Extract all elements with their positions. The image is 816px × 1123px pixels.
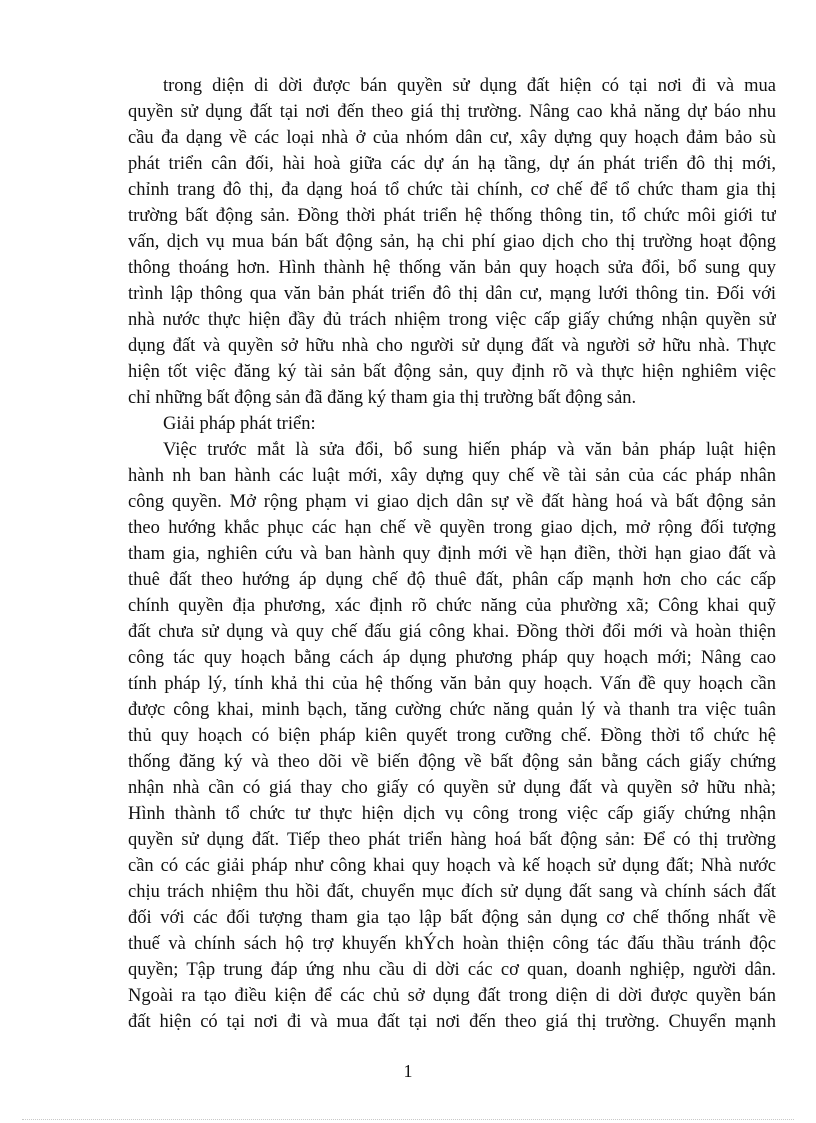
text-line: dụng đất và quyền sở hữu nhà cho người sử dụng đất và người sở hữu nhà. Thực xyxy=(128,336,776,356)
text-line: trong diện di dời được bán quyền sử dụng đất hiện có tại nơi đi và mua xyxy=(163,76,776,96)
text-line: tính pháp lý, tính khả thi của hệ thống văn bản quy hoạch. Vấn đề quy hoạch cần xyxy=(128,674,776,694)
text-line: thuê đất theo hướng áp dụng chế độ thuê đất, phân cấp mạnh hơn cho các cấp xyxy=(128,570,776,590)
text-line: hành nh ban hành các luật mới, xây dựng quy chế về tài sản của các pháp nhân xyxy=(128,466,776,486)
text-line: chịu trách nhiệm thu hồi đất, chuyển mục đích sử dụng đất sang và chính sách đất xyxy=(128,882,776,902)
text-line: thuế và chính sách hộ trợ khuyến khÝch hoàn thiện công tác đấu thầu tránh độc xyxy=(128,934,776,954)
text-line: cầu đa dạng về các loại nhà ở của nhóm dân cư, xây dựng quy hoạch đảm bảo sù xyxy=(128,128,776,148)
text-line: Việc trước mắt là sửa đổi, bổ sung hiến pháp và văn bản pháp luật hiện xyxy=(163,440,776,460)
text-line: vấn, dịch vụ mua bán bất động sản, hạ chi phí giao dịch cho thị trường hoạt động xyxy=(128,232,776,252)
text-line: Hình thành tổ chức tư thực hiện dịch vụ công trong việc cấp giấy chứng nhận xyxy=(128,804,776,824)
text-line: phát triển cân đối, hài hoà giữa các dự án hạ tầng, dự án phát triển đô thị mới, xyxy=(128,154,776,174)
text-line: tham gia, nghiên cứu và ban hành quy định mới về hạn điền, thời hạn giao đất và xyxy=(128,544,776,564)
text-line: chỉ những bất động sản đã đăng ký tham gia thị trường bất động sản. xyxy=(128,388,637,408)
text-line: quyền sử dụng đất. Tiếp theo phát triển hàng hoá bất động sản: Để có thị trường xyxy=(128,830,776,850)
text-line: quyền sử dụng đất tại nơi đến theo giá thị trường. Nâng cao khả năng dự báo nhu xyxy=(128,102,776,122)
text-line: công quyền. Mở rộng phạm vi giao dịch dân sự về đất hàng hoá và bất động sản xyxy=(128,492,776,512)
text-line: công tác quy hoạch bằng cách áp dụng phương pháp quy hoạch mới; Nâng cao xyxy=(128,648,776,668)
text-line: trường bất động sản. Đồng thời phát triển hệ thống thông tin, tổ chức môi giới tư xyxy=(128,206,776,226)
text-line: thủ quy hoạch có biện pháp kiên quyết trong cưỡng chế. Đồng thời tổ chức hệ xyxy=(128,726,776,746)
text-line: cần có các giải pháp như công khai quy hoạch và kế hoạch sử dụng đất; Nhà nước xyxy=(128,856,776,876)
text-line: trình lập thông qua văn bản phát triển đô thị dân cư, mạng lưới thông tin. Đối với xyxy=(128,284,776,304)
text-line: thông thoáng hơn. Hình thành hệ thống văn bản quy hoạch sửa đổi, bổ sung quy xyxy=(128,258,776,278)
text-line: hiện tốt việc đăng ký tài sản bất động sản, quy định rõ và thực hiện nghiêm việc xyxy=(128,362,776,382)
text-line: đất hiện có tại nơi đi và mua đất tại nơi đến theo giá thị trường. Chuyển mạnh xyxy=(128,1012,776,1032)
text-line: theo hướng khắc phục các hạn chế về quyền trong giao dịch, mở rộng đối tượng xyxy=(128,518,776,538)
text-line: đối với các đối tượng tham gia tạo lập bất động sản dụng cơ chế thống nhất về xyxy=(128,908,776,928)
text-line: quyền; Tập trung đáp ứng nhu cầu di dời các cơ quan, doanh nghiệp, người dân. xyxy=(128,960,776,980)
text-line: chính quyền địa phương, xác định rõ chức năng của phường xã; Công khai quỹ xyxy=(128,596,776,616)
text-line: nhà nước thực hiện đầy đủ trách nhiệm trong việc cấp giấy chứng nhận quyền sử xyxy=(128,310,776,330)
text-line: được công khai, minh bạch, tăng cường chức năng quản lý và thanh tra việc tuân xyxy=(128,700,776,720)
text-line: đất chưa sử dụng và quy chế đấu giá công khai. Đồng thời đổi mới và hoàn thiện xyxy=(128,622,776,642)
text-line: Ngoài ra tạo điều kiện để các chủ sở dụng đất trong diện di dời được quyền bán xyxy=(128,986,776,1006)
text-line: chỉnh trang đô thị, đa dạng hoá tổ chức tài chính, cơ chế để tổ chức tham gia thị xyxy=(128,180,776,200)
page-number: 1 xyxy=(403,1061,413,1081)
text-line: nhận nhà cần có giá thay cho giấy có quyền sử dụng đất và quyền sở hữu nhà; xyxy=(128,778,776,798)
page-bottom-divider xyxy=(22,1119,794,1120)
section-heading: Giải pháp phát triển: xyxy=(163,414,316,434)
text-line: thống đăng ký và theo dõi về biến động về bất động sản bằng cách giấy chứng xyxy=(128,752,776,772)
